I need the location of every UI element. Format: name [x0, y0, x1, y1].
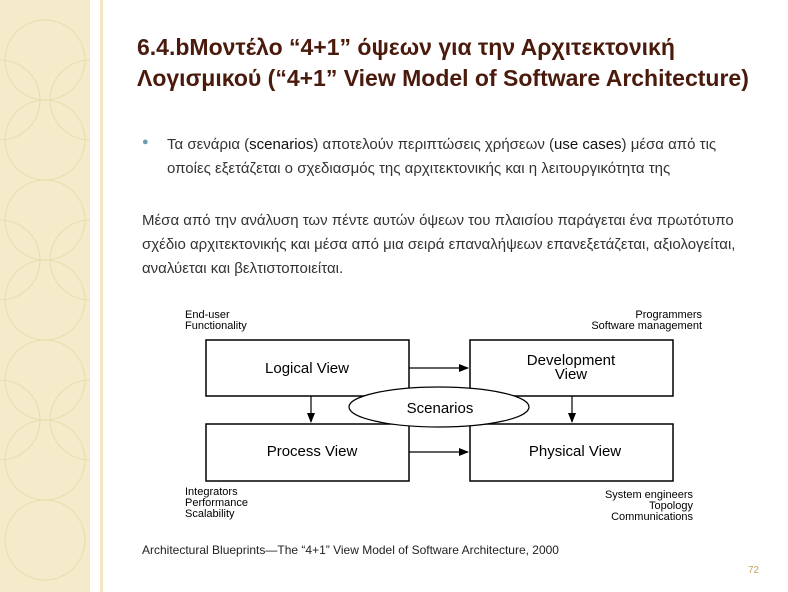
bullet-text-pre: Τα σενάρια ( — [167, 136, 250, 153]
stakeholder-communications: Communications — [611, 511, 693, 523]
stakeholder-performance: Performance — [185, 497, 248, 509]
stakeholder-topology: Topology — [648, 500, 693, 512]
decorative-divider — [100, 0, 103, 592]
stakeholder-functionality: Functionality — [185, 320, 247, 332]
stakeholder-software-management: Software management — [591, 320, 702, 332]
term-scenarios: scenarios — [249, 136, 314, 153]
bullet-text-post: ) μέσα από τις οποίες εξετάζεται ο σχεδιασμός της αρχιτεκτονικής και η λειτουργικότητα της — [167, 136, 717, 177]
stakeholder-system-engineers: System engineers — [604, 489, 693, 501]
decorative-side-stripe — [0, 0, 90, 592]
bullet-text — [167, 133, 752, 181]
process-view-label: Process View — [266, 443, 358, 460]
stakeholder-programmers: Programmers — [635, 309, 702, 321]
4plus1-diagram — [180, 305, 740, 537]
source-citation: Architectural Blueprints—The “4+1” View Model of Software Architecture, 2000 — [142, 543, 559, 557]
physical-view-label: Physical View — [528, 443, 622, 460]
scenarios-label: Scenarios — [406, 400, 474, 417]
development-view-label-line2: View — [554, 366, 588, 383]
development-view-label-line1: Development — [526, 352, 616, 369]
bullet-dot-icon: ● — [142, 136, 149, 148]
slide-title: 6.4.bΜοντέλο “4+1” όψεων για την Αρχιτεκτονική Λογισμικού (“4+1” View Model of Software Architecture) — [137, 34, 749, 91]
stakeholder-integrators: Integrators — [185, 486, 238, 498]
page-number: 72 — [748, 565, 760, 576]
term-use-cases: use cases — [554, 136, 622, 153]
body-paragraph: Μέσα από την ανάλυση των πέντε αυτών όψεων του πλαισίου παράγεται ένα πρωτότυπο σχέδιο αρχιτεκτονικής και μέσα από μια σειρά επαναλήψεων επανεξετάζεται, αξιολογείται, αναλύεται και βελτιστοποιείται. — [142, 212, 736, 277]
stakeholder-end-user: End-user — [185, 309, 230, 321]
decorative-pattern — [0, 0, 90, 592]
stakeholder-scalability: Scalability — [185, 508, 235, 520]
bullet-text-mid: ) αποτελούν περιπτώσεις χρήσεων ( — [313, 136, 554, 153]
logical-view-label: Logical View — [265, 360, 349, 377]
